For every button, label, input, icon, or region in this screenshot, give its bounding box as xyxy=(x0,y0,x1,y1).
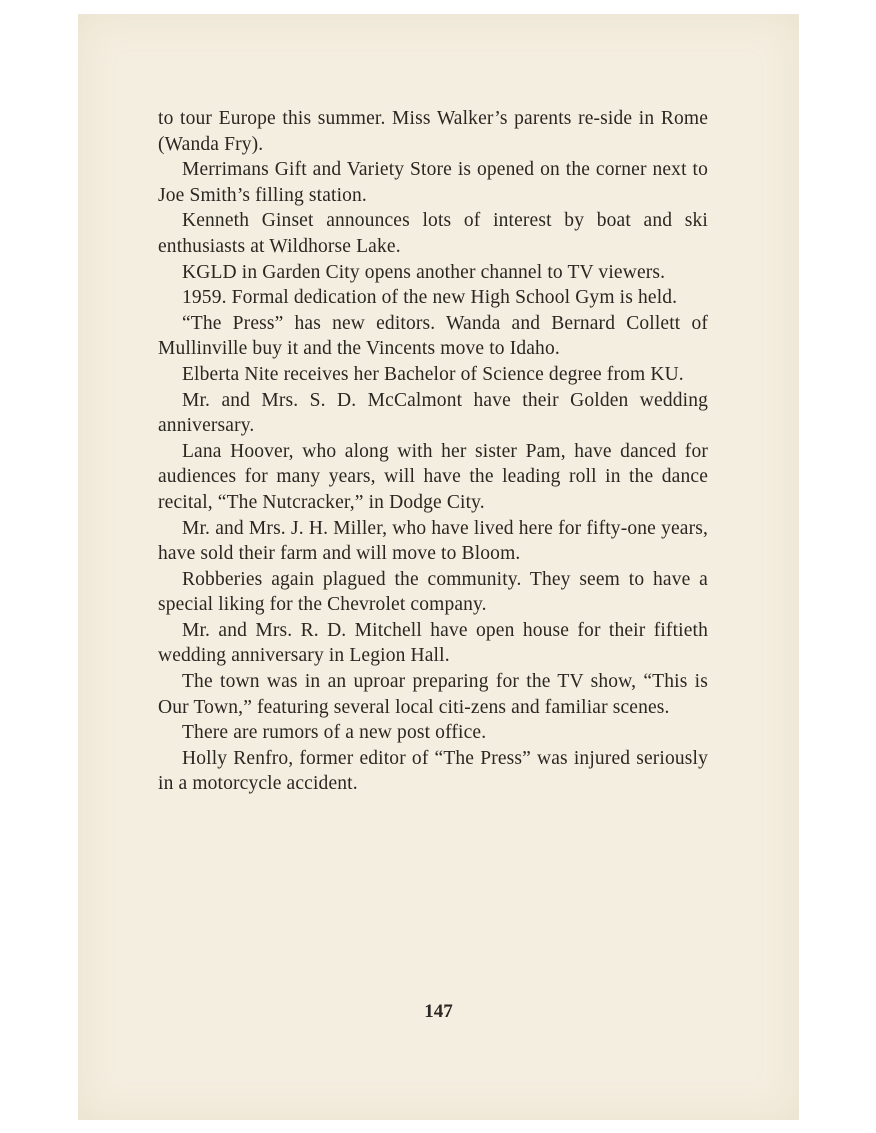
paragraph: 1959. Formal dedication of the new High School Gym is held. xyxy=(182,287,678,309)
page-number: 147 xyxy=(424,1001,453,1022)
paragraph: Mr. and Mrs. R. D. Mitchell have open house for their fiftieth wedding anniversary in Legion Hall. xyxy=(158,619,708,667)
paragraph: “The Press” has new editors. Wanda and Bernard Collett of Mullinville buy it and the Vincents move to Idaho. xyxy=(158,312,708,360)
paragraph: Lana Hoover, who along with her sister Pam, have danced for audiences for many years, will have the leading roll in the dance recital, “The Nutcracker,” in Dodge City. xyxy=(158,440,708,513)
paragraph: Elberta Nite receives her Bachelor of Science degree from KU. xyxy=(182,363,684,385)
book-page xyxy=(78,14,799,1120)
paragraph: Mr. and Mrs. J. H. Miller, who have lived here for fifty-one years, have sold their farm and will move to Bloom. xyxy=(158,517,708,565)
paragraph: Robberies again plagued the community. They seem to have a special liking for the Chevrolet company. xyxy=(158,568,708,616)
paragraph: Mr. and Mrs. S. D. McCalmont have their Golden wedding anniversary. xyxy=(158,389,708,437)
paragraph: KGLD in Garden City opens another channel to TV viewers. xyxy=(182,261,666,283)
paragraph: There are rumors of a new post office. xyxy=(182,722,487,744)
body-text xyxy=(158,106,708,797)
paragraph: Holly Renfro, former editor of “The Press” was injured seriously in a motorcycle accident. xyxy=(158,747,708,795)
paragraph: The town was in an uproar preparing for the TV show, “This is Our Town,” featuring several local citi-zens and familiar scenes. xyxy=(158,671,708,718)
paragraph: Kenneth Ginset announces lots of interest by boat and ski enthusiasts at Wildhorse Lake. xyxy=(158,210,708,257)
paragraph: to tour Europe this summer. Miss Walker’s parents re-side in Rome (Wanda Fry). xyxy=(158,108,708,155)
paragraph: Merrimans Gift and Variety Store is opened on the corner next to Joe Smith’s filling station. xyxy=(158,159,708,206)
